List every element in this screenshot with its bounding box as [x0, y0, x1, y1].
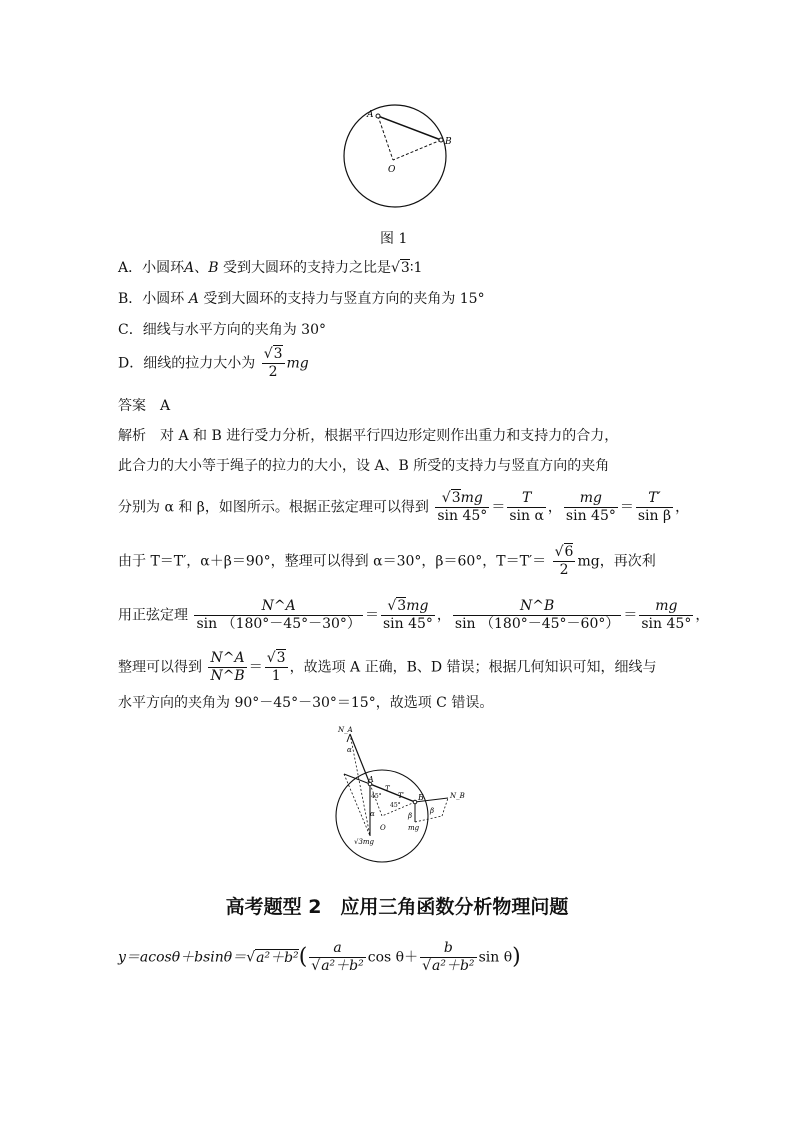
label-mg: mg — [408, 824, 420, 832]
option-a: A．小圆环A、B 受到大圆环的支持力之比是√3∶1 — [118, 260, 423, 276]
analysis-line-2: 此合力的大小等于绳子的拉力的大小，设 A、B 所受的支持力与竖直方向的夹角 — [118, 458, 610, 474]
label-o: O — [388, 165, 396, 175]
label-beta2: β — [430, 807, 435, 815]
label-root3mg: √3mg — [354, 838, 375, 846]
label-o2: O — [380, 824, 386, 832]
label-t-prime: T′ — [398, 792, 405, 800]
trig-formula: y＝acosθ＋bsinθ＝√a²＋b²( $\frac{a}{\text{√a²＋b²}}$ cos θ＋ $\frac{b}{\text{√a²＋b²}}$ sin θ) — [118, 940, 521, 974]
analysis-line-5: 用正弦定理 $\frac{N\^{}A}{\sin (180^\circ-45^\circ-30^\circ)}$ ＝ $\frac{√3mg}{\sin 45^\circ}$ ， $\frac{N\^{}B}{\sin (180^\circ-45^\circ-60^\circ)}$ ＝ $\frac{mg}{\sin 45^\circ}$ ， — [118, 598, 710, 632]
section-title: 高考题型 2 应用三角函数分析物理问题 — [225, 896, 569, 918]
label-45b: 45° — [390, 802, 401, 809]
label-a2: A — [368, 775, 374, 784]
analysis-line-3: 分别为 α 和 β，如图所示。根据正弦定理可以得到 $\frac{√3mg}{\sin 45^\circ}$ ＝ $\frac{T}{\text{sin α}}$ ， $\frac{mg}{\sin 45^\circ}$ ＝ $\frac{T'}{\text{sin β}}$ ， — [118, 490, 690, 524]
answer: 答案 A — [118, 398, 171, 414]
label-45a: 45° — [371, 793, 382, 800]
label-t: T — [385, 785, 390, 793]
analysis-line-1: 解析 对 A 和 B 进行受力分析，根据平行四边形定则作出重力和支持力的合力， — [118, 428, 619, 444]
label-b2: B — [418, 793, 424, 802]
label-na: N_A — [338, 726, 353, 734]
analysis-line-6: 整理可以得到 $\frac{N\^{}A}{N\^{}B}$ ＝ $\frac{√3}{1}$ ，故选项 A 正确，B、D 错误；根据几何知识可知，细线与 — [118, 650, 657, 684]
label-beta: β — [408, 812, 413, 820]
label-nb: N_B — [450, 792, 465, 800]
figure-2-force-diagram — [330, 718, 470, 866]
big-ring — [344, 105, 446, 207]
option-b: B．小圆环 A 受到大圆环的支持力与竖直方向的夹角为 15° — [118, 291, 485, 307]
analysis-line-7: 水平方向的夹角为 90°－45°－30°＝15°，故选项 C 错误。 — [118, 695, 494, 711]
label-alpha2: α — [370, 810, 375, 818]
label-a: A — [367, 110, 374, 120]
option-d: D．细线的拉力大小为 $\frac{√3}{2}$ mg — [118, 346, 309, 380]
option-c: C．细线与水平方向的夹角为 30° — [118, 322, 326, 338]
label-alpha: α — [347, 746, 352, 754]
analysis-line-4: 由于 T＝T′，α＋β＝90°，整理可以得到 α＝30°，β＝60°，T＝T′＝ $\frac{√6}{2}$ mg，再次利 — [118, 544, 656, 578]
label-b: B — [445, 137, 452, 147]
figure-1-caption: 图 1 — [380, 231, 408, 247]
figure-1-circle-diagram — [335, 100, 455, 210]
